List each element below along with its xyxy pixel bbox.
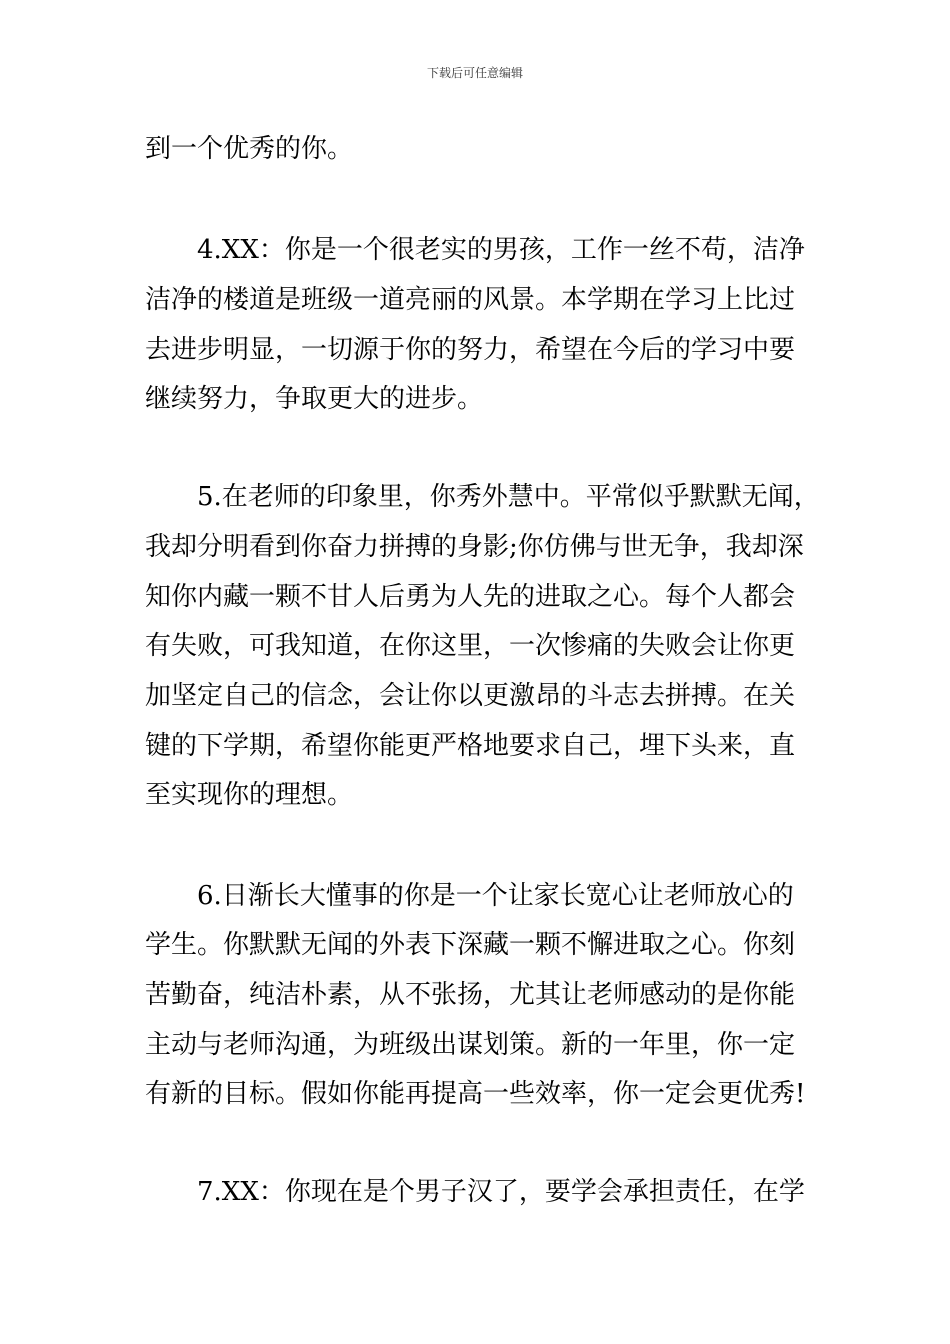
- text-line: 有新的目标。假如你能再提高一些效率，你一定会更优秀!: [145, 1079, 806, 1109]
- text-line: 有失败，可我知道，在你这里，一次惨痛的失败会让你更: [145, 631, 796, 661]
- text-line: 7.XX：你现在是个男子汉了，要学会承担责任，在学: [145, 1177, 805, 1207]
- text-line: 到一个优秀的你。: [145, 134, 354, 164]
- text-line: 主动与老师沟通，为班级出谋划策。新的一年里，你一定: [145, 1030, 796, 1060]
- text-line: 知你内藏一颗不甘人后勇为人先的进取之心。每个人都会: [145, 582, 796, 612]
- text-line: 至实现你的理想。: [145, 780, 354, 810]
- text-line: 我却分明看到你奋力拼搏的身影;你仿佛与世无争，我却深: [145, 532, 804, 562]
- text-line: 4.XX：你是一个很老实的男孩，工作一丝不苟，洁净: [145, 235, 805, 265]
- text-line: 6.日渐长大懂事的你是一个让家长宽心让老师放心的: [145, 881, 794, 911]
- text-line: 5.在老师的印象里，你秀外慧中。平常似乎默默无闻，: [145, 482, 820, 512]
- page-header: 下载后可任意编辑: [426, 66, 523, 80]
- text-line: 加坚定自己的信念，会让你以更激昂的斗志去拼搏。在关: [145, 681, 796, 711]
- text-line: 去进步明显，一切源于你的努力，希望在今后的学习中要: [145, 335, 796, 365]
- text-line: 键的下学期，希望你能更严格地要求自己，埋下头来，直: [145, 731, 796, 761]
- text-line: 洁净的楼道是班级一道亮丽的风景。本学期在学习上比过: [145, 285, 796, 315]
- text-line: 学生。你默默无闻的外表下深藏一颗不懈进取之心。你刻: [145, 930, 796, 960]
- text-line: 继续努力，争取更大的进步。: [145, 384, 484, 414]
- text-line: 苦勤奋，纯洁朴素，从不张扬，尤其让老师感动的是你能: [145, 980, 796, 1010]
